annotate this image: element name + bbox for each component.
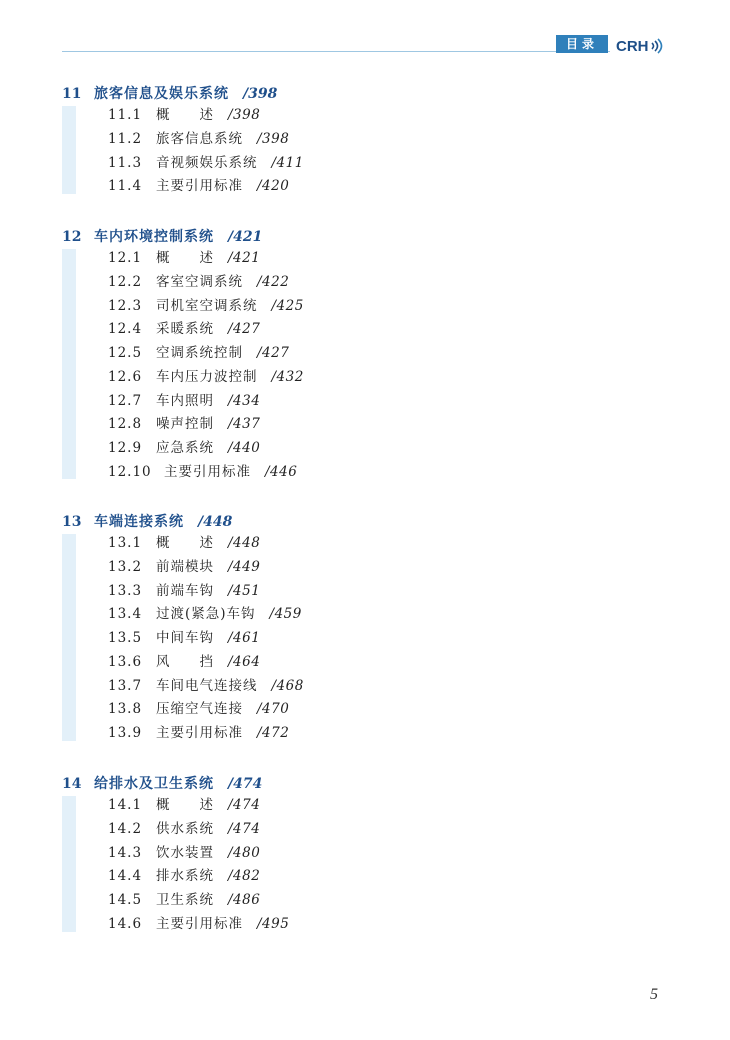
item-title: 过渡(紧急)车钩 xyxy=(156,606,256,623)
item-page: /434 xyxy=(228,392,261,409)
item-title: 客室空调系统 xyxy=(156,273,243,290)
item-page: /464 xyxy=(228,653,261,670)
chapter-14 xyxy=(62,774,662,937)
chapter-title: 车端连接系统 xyxy=(94,514,184,530)
header-rule xyxy=(62,51,610,52)
chapter-accent-bar xyxy=(62,796,76,932)
item-number: 12.1 xyxy=(108,250,143,266)
chapter-13 xyxy=(62,512,662,746)
toc-item[interactable] xyxy=(62,603,662,627)
chapter-heading[interactable] xyxy=(62,227,662,247)
chapter-accent-bar xyxy=(62,249,76,479)
signal-waves-icon xyxy=(650,38,664,54)
item-title: 司机室空调系统 xyxy=(156,297,258,314)
item-number: 13.8 xyxy=(108,701,143,718)
item-number: 12.2 xyxy=(108,273,143,290)
item-title: 饮水装置 xyxy=(156,844,214,861)
item-number: 12.10 xyxy=(108,463,152,480)
chapter-11 xyxy=(62,84,662,199)
item-title: 风 挡 xyxy=(156,653,214,670)
item-title: 主要引用标准 xyxy=(156,178,243,195)
item-number: 12.3 xyxy=(108,297,143,314)
chapter-page: /448 xyxy=(198,514,233,530)
item-title: 应急系统 xyxy=(156,440,214,456)
chapter-number: 13 xyxy=(62,514,82,530)
item-title: 采暖系统 xyxy=(156,321,214,338)
chapter-number: 14 xyxy=(62,776,82,792)
item-number: 13.2 xyxy=(108,558,143,575)
chapter-title: 车内环境控制系统 xyxy=(94,229,214,245)
toc-item[interactable] xyxy=(62,413,662,437)
item-number: 11.2 xyxy=(108,130,143,147)
item-page: /495 xyxy=(257,915,290,932)
chapter-number: 12 xyxy=(62,229,82,245)
item-number: 12.9 xyxy=(108,440,143,456)
chapter-page: /474 xyxy=(228,776,263,792)
item-title: 压缩空气连接 xyxy=(156,701,243,718)
item-number: 13.1 xyxy=(108,535,143,551)
item-title: 供水系统 xyxy=(156,820,214,837)
item-title: 前端模块 xyxy=(156,558,214,575)
item-number: 12.5 xyxy=(108,345,143,361)
item-number: 11.1 xyxy=(108,107,143,123)
item-title: 音视频娱乐系统 xyxy=(156,154,258,171)
item-number: 14.2 xyxy=(108,820,143,837)
item-page: /422 xyxy=(257,273,290,290)
item-page: /480 xyxy=(228,844,261,861)
item-number: 14.3 xyxy=(108,844,143,861)
item-number: 13.3 xyxy=(108,582,143,599)
toc-item[interactable] xyxy=(62,556,662,580)
page-number: 5 xyxy=(650,986,658,1003)
item-number: 14.4 xyxy=(108,868,143,885)
item-number: 13.7 xyxy=(108,677,143,694)
item-title: 旅客信息系统 xyxy=(156,130,243,147)
toc-item[interactable] xyxy=(62,913,662,937)
toc-item[interactable] xyxy=(62,271,662,295)
item-number: 14.6 xyxy=(108,915,143,932)
toc-item[interactable] xyxy=(62,651,662,675)
toc-item[interactable] xyxy=(62,390,662,414)
toc-item[interactable] xyxy=(62,722,662,746)
item-number: 12.8 xyxy=(108,416,143,433)
toc-item[interactable] xyxy=(62,104,662,128)
item-page: /486 xyxy=(228,892,261,908)
item-title: 卫生系统 xyxy=(156,892,214,908)
item-title: 概 述 xyxy=(156,797,214,813)
chapter-heading[interactable] xyxy=(62,512,662,532)
item-page: /398 xyxy=(228,107,261,123)
chapter-title: 旅客信息及娱乐系统 xyxy=(94,86,229,102)
toc-item[interactable] xyxy=(62,461,662,485)
item-page: /448 xyxy=(228,535,261,551)
toc-item[interactable] xyxy=(62,675,662,699)
toc-item[interactable] xyxy=(62,889,662,913)
crh-logo xyxy=(616,36,664,56)
item-number: 13.9 xyxy=(108,725,143,741)
chapter-accent-bar xyxy=(62,106,76,194)
chapter-heading[interactable] xyxy=(62,774,662,794)
item-page: /427 xyxy=(257,345,290,361)
item-number: 11.3 xyxy=(108,154,143,171)
chapter-heading[interactable] xyxy=(62,84,662,104)
chapter-page: /398 xyxy=(243,86,278,102)
toc-item[interactable] xyxy=(62,152,662,176)
item-title: 车内压力波控制 xyxy=(156,368,258,385)
item-title: 排水系统 xyxy=(156,868,214,885)
item-page: /411 xyxy=(271,154,304,171)
item-title: 主要引用标准 xyxy=(164,463,251,480)
toc-item[interactable] xyxy=(62,175,662,199)
toc-item[interactable] xyxy=(62,437,662,461)
toc-item[interactable] xyxy=(62,794,662,818)
toc-item[interactable] xyxy=(62,842,662,866)
item-page: /427 xyxy=(228,321,261,338)
toc-item[interactable] xyxy=(62,818,662,842)
item-page: /459 xyxy=(269,606,302,623)
chapter-number: 11 xyxy=(62,86,82,102)
item-page: /446 xyxy=(265,463,298,480)
item-title: 概 述 xyxy=(156,535,214,551)
item-page: /440 xyxy=(228,440,261,456)
item-page: /398 xyxy=(257,130,290,147)
item-title: 主要引用标准 xyxy=(156,725,243,741)
item-page: /472 xyxy=(257,725,290,741)
item-title: 空调系统控制 xyxy=(156,345,243,361)
item-page: /451 xyxy=(228,582,261,599)
chapter-title: 给排水及卫生系统 xyxy=(94,776,214,792)
toc-item[interactable] xyxy=(62,532,662,556)
item-page: /432 xyxy=(271,368,304,385)
toc-item[interactable] xyxy=(62,366,662,390)
item-title: 车间电气连接线 xyxy=(156,677,258,694)
chapter-12 xyxy=(62,227,662,485)
toc-item[interactable] xyxy=(62,865,662,889)
item-page: /474 xyxy=(228,797,261,813)
item-page: /421 xyxy=(228,250,261,266)
item-title: 主要引用标准 xyxy=(156,915,243,932)
item-page: /482 xyxy=(228,868,261,885)
item-number: 11.4 xyxy=(108,178,143,195)
item-page: /470 xyxy=(257,701,290,718)
toc-item[interactable] xyxy=(62,247,662,271)
item-title: 车内照明 xyxy=(156,392,214,409)
item-title: 概 述 xyxy=(156,107,214,123)
item-number: 14.1 xyxy=(108,797,143,813)
item-number: 13.5 xyxy=(108,630,143,646)
toc-item[interactable] xyxy=(62,698,662,722)
logo-text: CRH xyxy=(616,37,649,55)
toc-item[interactable] xyxy=(62,580,662,604)
item-page: /425 xyxy=(271,297,304,314)
item-number: 13.6 xyxy=(108,653,143,670)
item-page: /461 xyxy=(228,630,261,646)
toc-item[interactable] xyxy=(62,627,662,651)
item-page: /474 xyxy=(228,820,261,837)
item-title: 噪声控制 xyxy=(156,416,214,433)
item-page: /449 xyxy=(228,558,261,575)
item-number: 12.7 xyxy=(108,392,143,409)
item-page: /437 xyxy=(228,416,261,433)
item-page: /420 xyxy=(257,178,290,195)
item-number: 13.4 xyxy=(108,606,143,623)
item-number: 14.5 xyxy=(108,892,143,908)
toc-item[interactable] xyxy=(62,295,662,319)
section-tab: 目录 xyxy=(556,35,608,53)
chapter-page: /421 xyxy=(228,229,263,245)
toc-item[interactable] xyxy=(62,342,662,366)
chapter-accent-bar xyxy=(62,534,76,741)
item-title: 中间车钩 xyxy=(156,630,214,646)
item-number: 12.6 xyxy=(108,368,143,385)
item-page: /468 xyxy=(271,677,304,694)
item-title: 前端车钩 xyxy=(156,582,214,599)
item-title: 概 述 xyxy=(156,250,214,266)
toc-item[interactable] xyxy=(62,128,662,152)
item-number: 12.4 xyxy=(108,321,143,338)
toc-item[interactable] xyxy=(62,318,662,342)
